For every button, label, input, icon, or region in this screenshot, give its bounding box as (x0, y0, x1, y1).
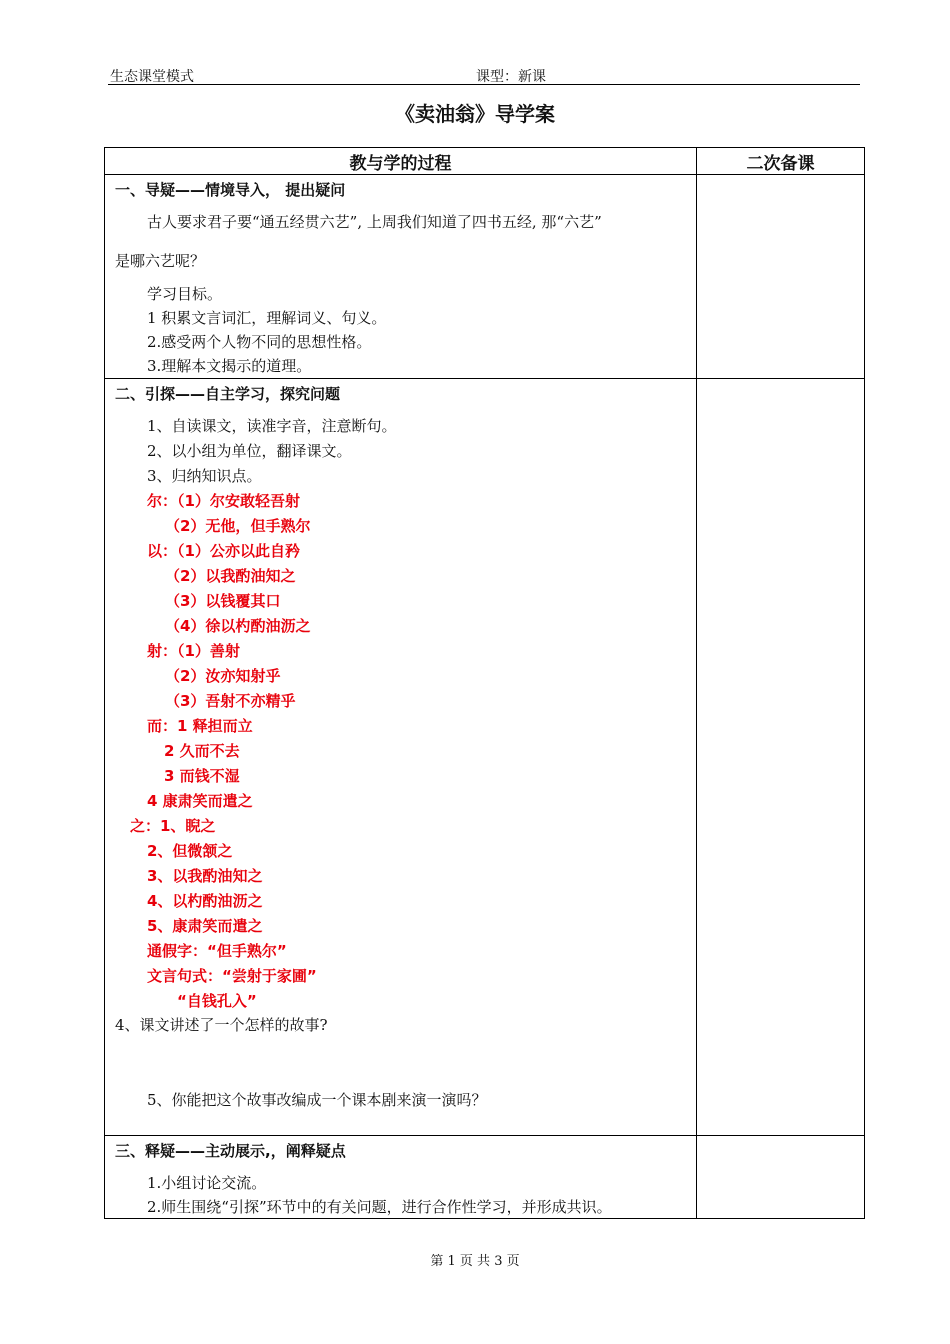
header-lesson-type: 课型：新课 (476, 69, 546, 85)
notes-cell-1 (697, 175, 865, 379)
note-er-1: 尔：（1）尔安敢轻吾射 (147, 492, 300, 510)
question-4: 4、课文讲述了一个怎样的故事? (115, 1016, 328, 1034)
note-er2-1: 而：1 释担而立 (147, 717, 253, 735)
section-1-line-2: 1 积累文言词汇，理解词义、句义。 (147, 309, 387, 327)
note-er-2: （2）无他，但手熟尔 (165, 517, 311, 535)
section-2-line-2: 2、以小组为单位，翻译课文。 (147, 442, 352, 460)
note-er2-2: 2 久而不去 (164, 742, 240, 760)
note-zhi-4: 4、以杓酌油沥之 (147, 892, 263, 910)
note-jushi-1: 文言句式：“尝射于家圃” (147, 967, 317, 985)
note-jushi-2: “自钱孔入” (177, 992, 257, 1010)
section-1-para-b: 是哪六艺呢？ (115, 252, 206, 270)
note-zhi-3: 3、以我酌油知之 (147, 867, 263, 885)
section-1-line-4: 3.理解本文揭示的道理。 (147, 357, 312, 375)
note-tongjiazi: 通假字：“但手熟尔” (147, 942, 287, 960)
question-5: 5、你能把这个故事改编成一个课本剧来演一演吗？ (147, 1091, 487, 1109)
note-yi-3: （3）以钱覆其口 (165, 592, 281, 610)
note-yi-4: （4）徐以杓酌油沥之 (165, 617, 311, 635)
section-3-line-1: 1.小组讨论交流。 (147, 1174, 267, 1192)
header-rule (108, 84, 860, 85)
note-zhi-2: 2、但微颔之 (147, 842, 233, 860)
page-footer: 第 1 页 共 3 页 (430, 1254, 520, 1269)
section-3 (105, 1136, 696, 1218)
lesson-table (104, 147, 865, 1219)
section-2-title: 二、引探——自主学习，探究问题 (115, 385, 341, 403)
note-she-2: （2）汝亦知射乎 (165, 667, 281, 685)
section-1-line-1: 学习目标。 (147, 285, 223, 303)
section-1 (105, 175, 696, 378)
page-title: 《卖油翁》导学案 (395, 102, 555, 126)
section-1-title: 一、导疑——情境导入， 提出疑问 (115, 181, 346, 199)
section-2-line-3: 3、归纳知识点。 (147, 467, 262, 485)
section-3-line-2: 2.师生围绕“引探”环节中的有关问题，进行合作性学习，并形成共识。 (147, 1198, 612, 1216)
section-2 (105, 379, 696, 1135)
section-2-line-1: 1、自读课文，读准字音，注意断句。 (147, 417, 397, 435)
note-er2-4: 4 康肃笑而遣之 (147, 792, 253, 810)
section-3-title: 三、释疑——主动展示,，阐释疑点 (115, 1142, 346, 1160)
note-yi-1: 以：（1）公亦以此自矜 (147, 542, 300, 560)
col-header-notes: 二次备课 (697, 148, 865, 175)
note-zhi-1: 之：1、睨之 (130, 817, 216, 835)
notes-cell-2 (697, 379, 865, 1136)
note-er2-3: 3 而钱不湿 (164, 767, 240, 785)
note-she-3: （3）吾射不亦精乎 (165, 692, 296, 710)
col-header-process: 教与学的过程 (105, 148, 697, 175)
header-left: 生态课堂模式 (110, 69, 194, 85)
section-1-line-3: 2.感受两个人物不同的思想性格。 (147, 333, 372, 351)
note-she-1: 射：（1）善射 (147, 642, 240, 660)
notes-cell-3 (697, 1136, 865, 1219)
note-yi-2: （2）以我酌油知之 (165, 567, 296, 585)
section-1-para-a: 古人要求君子要“通五经贯六艺”, 上周我们知道了四书五经, 那“六艺” (147, 213, 602, 231)
note-zhi-5: 5、康肃笑而遣之 (147, 917, 263, 935)
